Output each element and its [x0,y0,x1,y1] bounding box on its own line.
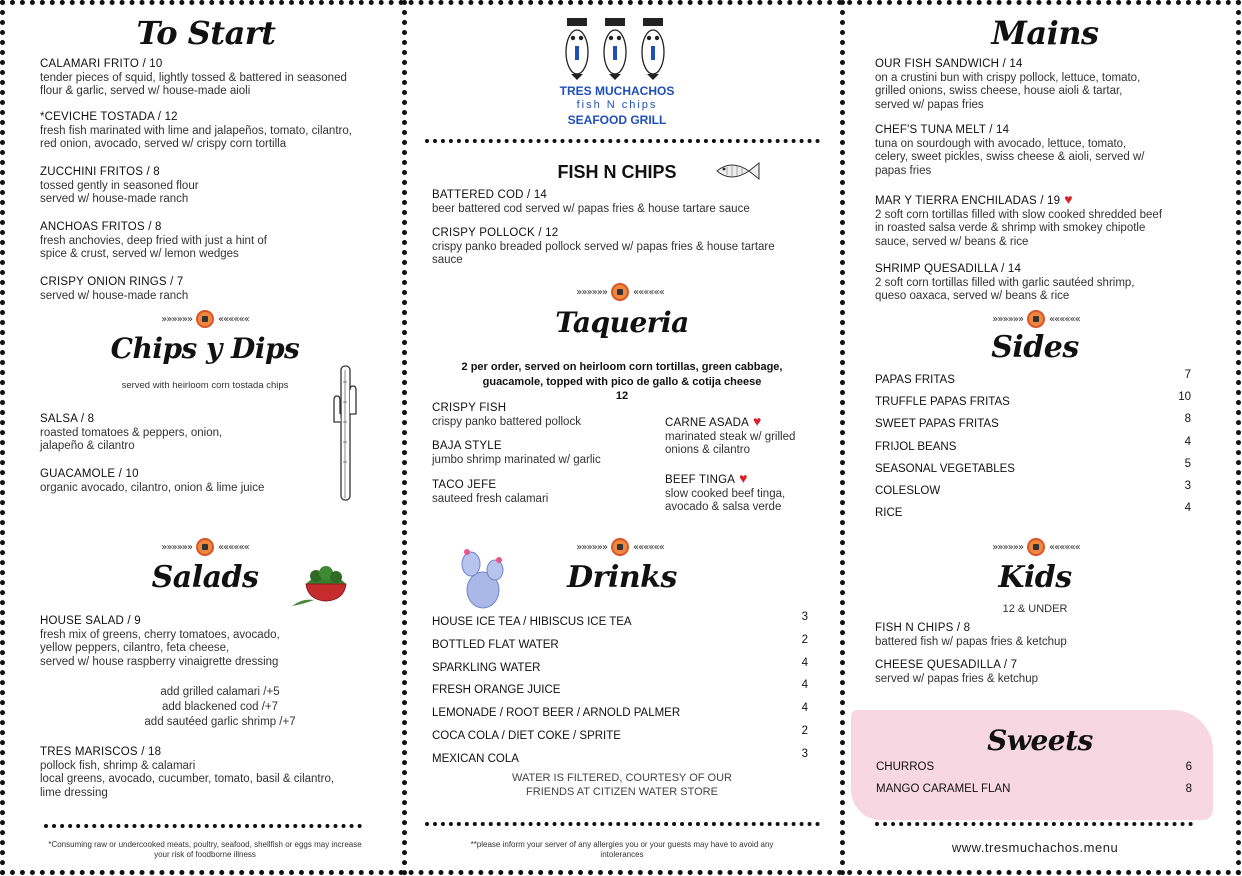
chips-title: Chips y Dips [110,332,300,365]
item-name: FRIJOL BEANS [875,440,957,453]
price-row [875,413,1191,431]
taqueria-intro: 2 per order, served on heirloom corn tortillas, green cabbage, guacamole, topped with pico de gallo & cotija cheese [461,361,783,388]
item-name: HOUSE ICE TEA / HIBISCUS ICE TEA [432,616,632,628]
price-row [432,611,808,628]
footer-rule [425,822,820,826]
flower-icon [611,538,629,556]
item-name: RICE [875,507,903,520]
price-row [875,369,1191,386]
flower-icon [1027,538,1045,556]
footer-rule [44,824,362,828]
menu-item: BAJA STYLE jumbo shrimp marinated w/ garlic [432,440,601,466]
addon-line: add blackened cod /+7 [161,701,279,713]
section-divider: »»»»»» «««««« [130,310,280,328]
frame-right [1236,0,1241,876]
flower-icon [196,538,214,556]
menu-item: TACO JEFE sauteed fresh calamari [432,479,549,505]
price-row [432,679,808,697]
price-row [432,633,808,651]
kids-subtitle: 12 & UNDER [1002,603,1068,615]
kids-title: Kids [998,560,1072,595]
sides-title: Sides [991,330,1079,365]
logo-line2: fish N chips [576,99,658,111]
price-row [432,747,808,765]
price-row [432,725,808,742]
item-name: MEXICAN COLA [432,752,519,765]
menu-item: BATTERED COD / 14 beer battered cod served w/ papas fries & house tartare sauce [432,189,750,215]
section-divider: »»»»»» «««««« [961,310,1111,328]
menu-item: SHRIMP QUESADILLA / 14 2 soft corn tortillas filled with garlic sautéed shrimp, queso oaxaca, served w/ beans & rice [875,263,1135,302]
right-panel [845,0,1236,876]
logo-line3: SEAFOOD GRILL [567,113,667,127]
item-price: 2 [801,725,808,737]
cactus-icon [328,362,362,502]
logo-line1: TRES MUCHACHOS [559,84,675,98]
salad-addons [100,685,340,730]
menu-item: ZUCCHINI FRITOS / 8 tossed gently in seasoned flour served w/ house-made ranch [40,166,199,205]
footer-rule [875,822,1193,826]
drinks-title: Drinks [567,560,677,595]
item-price: 4 [801,656,808,669]
logo-fish-icon [557,12,677,82]
item-price: 3 [1184,480,1191,492]
item-price: 7 [1184,369,1191,381]
menu-item: TRES MARISCOS / 18 pollock fish, shrimp & calamari local greens, avocado, cucumber, tomato, basil & cilantro, lime dressing [40,746,335,799]
item-name: FRESH ORANGE JUICE [432,684,561,697]
heart-icon: ♥ [753,413,762,429]
menu-item: BEEF TINGA ♥ slow cooked beef tinga, avocado & salsa verde [665,470,786,513]
middle-panel [407,0,840,876]
fish-n-chips-title: FISH N CHIPS [557,162,677,182]
section-divider: »»»»»» «««««« [545,538,695,556]
menu-item: CRISPY POLLOCK / 12 crispy panko breaded pollock served w/ papas fries & house tartare sauce [432,227,775,266]
item-price: 4 [801,702,808,715]
price-row [875,480,1191,497]
menu-item: CRISPY ONION RINGS / 7 served w/ house-made ranch [40,276,189,302]
price-row [875,435,1191,453]
mains-title: Mains [991,14,1099,52]
website-link[interactable]: www.tresmuchachos.menu [951,840,1119,855]
taqueria-price: 12 [615,390,629,402]
item-price: 10 [1178,391,1191,404]
item-price: 3 [801,747,808,760]
menu-item: HOUSE SALAD / 9 fresh mix of greens, cherry tomatoes, avocado, yellow peppers, cilantro, feta cheese, served w/ house raspberry vinaigrette dressing [40,615,280,668]
price-row [875,502,1191,520]
flower-icon [1027,310,1045,328]
menu-item: ANCHOAS FRITOS / 8 fresh anchovies, deep fried with just a hint of spice & crust, served w/ lemon wedges [40,221,267,260]
prickly-pear-icon [457,546,509,610]
sweets-row: CHURROS 6 [876,761,1192,773]
section-divider: »»»»»» «««««« [130,538,280,556]
logo-rule [425,139,820,143]
item-name: TRUFFLE PAPAS FRITAS [875,396,1010,409]
item-name: SEASONAL VEGETABLES [875,462,1015,475]
price-row [875,391,1191,409]
flower-icon [611,283,629,301]
to-start-title: To Start [136,14,276,52]
price-row [432,702,808,720]
item-price: 2 [801,633,808,646]
menu-item: FISH N CHIPS / 8 battered fish w/ papas fries & ketchup [875,622,1067,648]
item-price: 3 [801,611,808,623]
item-name: COCA COLA / DIET COKE / SPRITE [432,730,621,742]
left-footnote: *Consuming raw or undercooked meats, poultry, seafood, shellfish or eggs may increase your risk of foodborne illness [48,840,362,859]
section-divider: »»»»»» «««««« [545,283,695,301]
menu-item: *CEVICHE TOSTADA / 12 fresh fish marinated with lime and jalapeños, tomato, cilantro, red onion, avocado, served w/ crispy corn tortilla [40,111,352,150]
menu-item: CHEESE QUESADILLA / 7 served w/ papas fries & ketchup [875,659,1038,685]
menu-item: OUR FISH SANDWICH / 14 on a crustini bun with crispy pollock, lettuce, tomato, grilled onions, swiss cheese, house aioli & tartar, served w/ papas fries [875,58,1141,111]
item-price: 8 [1184,413,1191,426]
menu-item: GUACAMOLE / 10 organic avocado, cilantro, onion & lime juice [40,468,265,494]
item-name: LEMONADE / ROOT BEER / ARNOLD PALMER [432,707,681,720]
salad-bowl-icon [290,562,352,616]
item-name: COLESLOW [875,485,941,497]
taqueria-title: Taqueria [555,306,689,339]
menu-item: CARNE ASADA ♥ marinated steak w/ grilled onions & cilantro [665,413,796,456]
menu-item: MAR Y TIERRA ENCHILADAS / 19 ♥ 2 soft corn tortillas filled with slow cooked shredded beef in roasted salsa verde & shrimp with smokey chipotle sauce, served w/ beans & rice [875,191,1163,248]
addon-line: add grilled calamari /+5 [160,686,280,698]
sweets-row: MANGO CARAMEL FLAN 8 [876,783,1192,795]
section-divider: »»»»»» «««««« [961,538,1111,556]
item-name: SWEET PAPAS FRITAS [875,418,999,431]
middle-footnote: **please inform your server of any allergies you or your guests may have to avoid any intolerances [470,840,774,859]
menu-item: CALAMARI FRITO / 10 tender pieces of squid, lightly tossed & battered in seasoned flour & garlic, served w/ house-made aioli [40,58,347,97]
menu-item: SALSA / 8 roasted tomatoes & peppers, onion, jalapeño & cilantro [40,413,223,452]
left-panel [0,0,402,876]
menu-item: CHEF'S TUNA MELT / 14 tuna on sourdough with avocado, lettuce, tomato, celery, sweet pickles, swiss cheese & aioli, served w/ papas fries [875,124,1145,177]
flower-icon [196,310,214,328]
item-name: PAPAS FRITAS [875,374,955,386]
price-row [875,457,1191,475]
item-name: SPARKLING WATER [432,661,541,674]
price-row [432,656,808,674]
salads-title: Salads [151,560,259,595]
menu-item: CRISPY FISH crispy panko battered pollock [432,402,581,428]
item-price: 4 [1184,435,1191,448]
heart-icon: ♥ [1064,191,1073,207]
sweets-title: Sweets [987,724,1093,757]
item-price: 5 [1184,457,1191,470]
fish-icon [713,155,763,187]
chips-subtitle: served with heirloom corn tostada chips [121,380,289,391]
water-note: WATER IS FILTERED, COURTESY OF OUR FRIENDS AT CITIZEN WATER STORE [511,772,733,798]
item-price: 4 [1184,502,1191,515]
addon-line: add sautéed garlic shrimp /+7 [144,716,296,728]
item-price: 4 [801,679,808,692]
heart-icon: ♥ [739,470,748,486]
item-name: BOTTLED FLAT WATER [432,638,559,651]
